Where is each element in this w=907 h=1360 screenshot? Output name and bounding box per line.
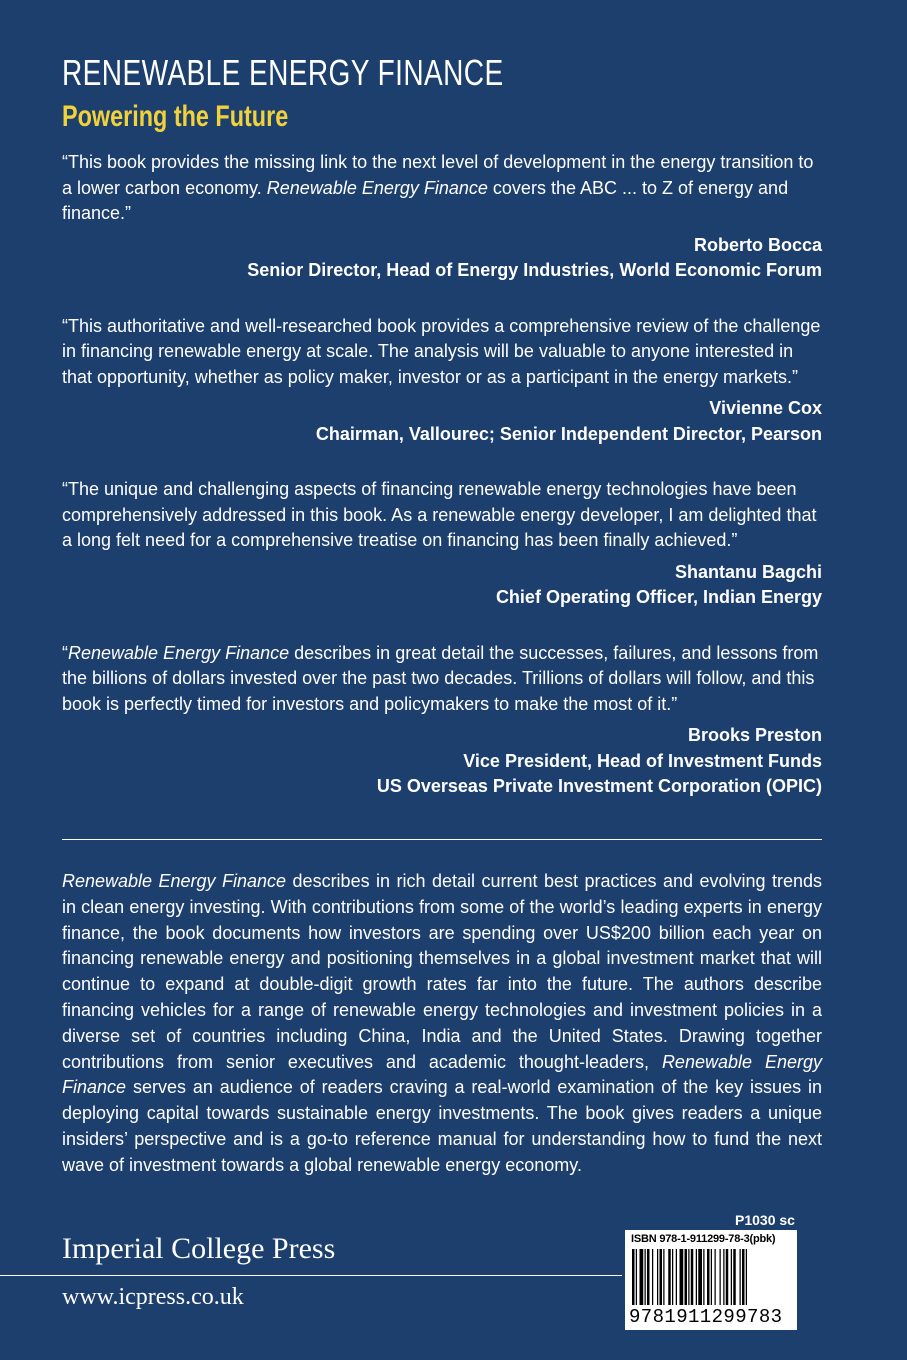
barcode-stripe	[691, 1249, 694, 1305]
endorsement-2	[62, 314, 822, 448]
barcode-stripe	[663, 1249, 664, 1305]
endorser-name: Shantanu Bagchi	[674, 561, 822, 582]
barcode-stripe	[731, 1249, 732, 1305]
endorsement-attribution	[62, 233, 822, 284]
barcode-stripe	[688, 1249, 689, 1305]
endorsements	[62, 150, 822, 820]
publisher-name: Imperial College Press	[62, 1232, 336, 1265]
barcode-stripe	[698, 1249, 702, 1305]
barcode-stripe	[723, 1249, 724, 1305]
barcode-stripe	[640, 1249, 644, 1305]
isbn-label: ISBN 978-1-911299-78-3(pbk)	[631, 1233, 776, 1245]
barcode-stripe	[696, 1249, 697, 1305]
barcode-stripe	[733, 1249, 736, 1305]
endorsement-1	[62, 150, 822, 284]
endorser-role: Chief Operating Officer, Indian Energy	[495, 587, 822, 607]
barcode-icon	[631, 1249, 791, 1309]
barcode-stripe	[647, 1249, 650, 1305]
barcode-stripe	[668, 1249, 671, 1305]
section-divider	[62, 839, 822, 840]
barcode-stripe	[680, 1249, 684, 1305]
endorsement-attribution	[62, 723, 822, 800]
barcode-stripe	[703, 1249, 704, 1305]
book-description: Renewable Energy Finance describes in rich detail current best practices and evolving trends in clean energy investing. With contributions from some of the world’s leading experts in energy finance, the book documents how investors are spending over US$200 billion each year on financing renewable energy and positioning themselves in a global investment market that will continue to expand at double-digit growth rates far into the future. The authors describe financing vehicles for a range of renewable energy technologies and investment policies in a diverse set of countries including China, India and the United States. Drawing together contributions from senior executives and academic thought-leaders, Renewable Energy Finance serves an audience of readers craving a real-world examination of the key issues in deploying capital towards sustainable energy investments. The book gives readers a unique insiders’ perspective and is a go-to reference manual for understanding how to fund the next wave of investment towards a global renewable energy economy.	[62, 871, 823, 1175]
endorsement-attribution	[62, 396, 822, 447]
barcode-stripe	[685, 1249, 688, 1305]
endorser-name: Vivienne Cox	[709, 398, 822, 418]
barcode-panel	[625, 1230, 797, 1330]
endorser-role: Vice President, Head of Investment Funds	[463, 750, 822, 771]
barcode-stripe	[657, 1249, 658, 1305]
publisher-divider	[0, 1275, 622, 1276]
barcode-stripe	[636, 1249, 637, 1305]
barcode-stripe	[720, 1249, 721, 1305]
endorser-role: Senior Director, Head of Energy Industries, World Economic Forum	[247, 260, 822, 280]
endorser-role: Chairman, Vallourec; Senior Independent Director, Pearson	[315, 423, 822, 444]
endorsement-text: “Renewable Energy Finance describes in great detail the successes, failures, and lessons from the billions of dollars invested over the past two decades. Trillions of dollars will follow, and this book is perfectly timed for investors and policymakers to make the most of it.”	[62, 642, 819, 714]
barcode-stripe	[672, 1249, 673, 1305]
barcode-stripe	[746, 1249, 747, 1305]
endorsement-3	[62, 477, 822, 611]
barcode-stripe	[711, 1249, 712, 1305]
endorsement-text: “This book provides the missing link to the next level of development in the energy transition to a lower carbon economy. Renewable Energy Finance covers the ABC ... to Z of energy and finance.”	[62, 152, 814, 223]
endorsement-text: “This authoritative and well-researched book provides a comprehensive review of the challenge in financing renewable energy at scale. The analysis will be valuable to anyone interested in that opportunity, whether as policy maker, investor or as a participant in the energy markets.”	[62, 315, 821, 387]
barcode-stripe	[660, 1249, 663, 1305]
publisher-website: www.icpress.co.uk	[62, 1284, 244, 1310]
endorser-organization: US Overseas Private Investment Corporation (OPIC)	[376, 776, 822, 796]
endorser-name: Brooks Preston	[687, 725, 822, 745]
barcode-stripe	[715, 1249, 716, 1305]
endorsement-attribution	[62, 560, 822, 611]
book-title: RENEWABLE ENERGY FINANCE	[62, 52, 504, 93]
barcode-stripe	[645, 1249, 646, 1305]
barcode-stripe	[676, 1249, 677, 1305]
barcode-stripe	[707, 1249, 710, 1305]
endorser-name: Roberto Bocca	[693, 234, 822, 255]
barcode-stripe	[726, 1249, 729, 1305]
barcode-stripe	[740, 1249, 741, 1305]
barcode-number: 9781911299783	[629, 1306, 783, 1328]
barcode-stripe	[632, 1249, 635, 1305]
barcode-stripe	[652, 1249, 653, 1305]
product-code: P1030 sc	[735, 1212, 795, 1228]
endorsement-text: “The unique and challenging aspects of financing renewable energy technologies have been comprehensively addressed in this book. As a renewable energy developer, I am delighted that a long felt need for a comprehensive treatise on financing has been finally achieved.”	[62, 479, 817, 550]
barcode-stripe	[742, 1249, 745, 1305]
endorsement-4	[62, 641, 822, 800]
book-subtitle: Powering the Future	[62, 100, 289, 133]
